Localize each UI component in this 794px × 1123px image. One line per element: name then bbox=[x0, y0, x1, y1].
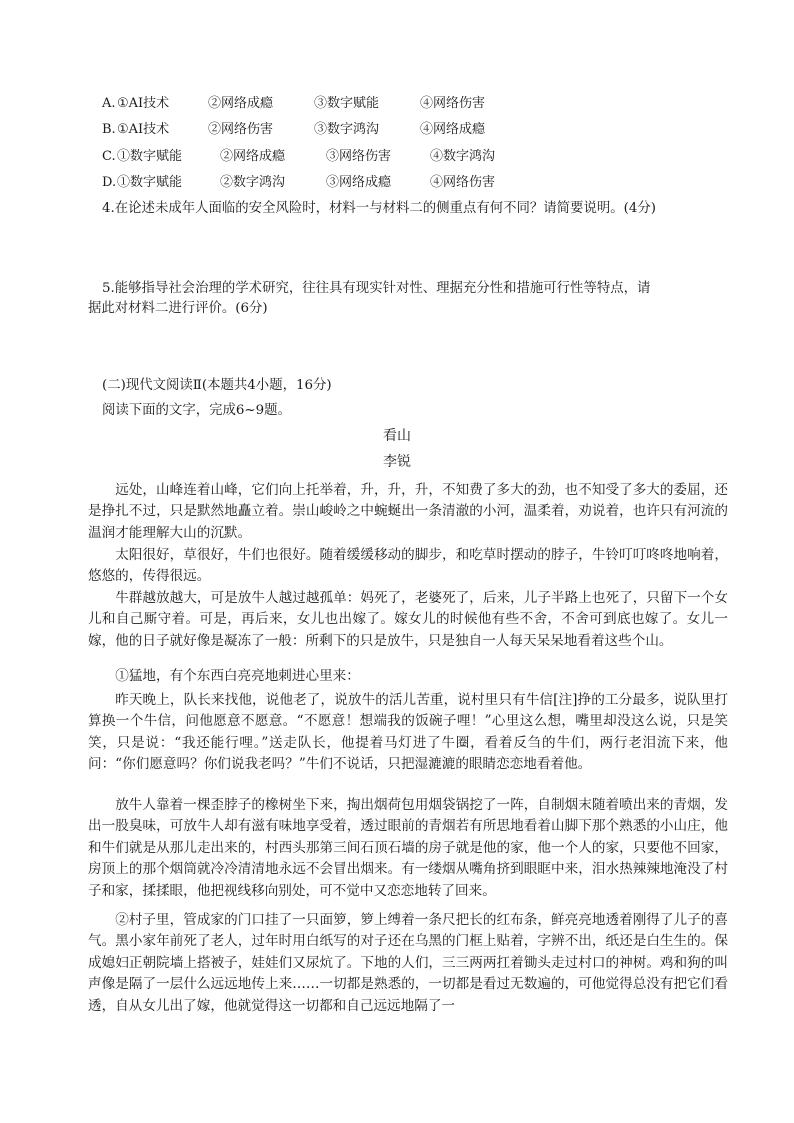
section-title: (二)现代文阅读Ⅱ(本题共4小题，16分) bbox=[102, 378, 332, 393]
option-c-item-2: ②网络成瘾 bbox=[220, 149, 286, 164]
article-title: 看山 bbox=[383, 428, 411, 444]
reading-instruction: 阅读下面的文字，完成6~9题。 bbox=[102, 403, 291, 418]
option-d-item-2: ②数字鸿沟 bbox=[220, 175, 286, 190]
article-author: 李锐 bbox=[383, 454, 411, 470]
option-b-letter: B. bbox=[102, 122, 116, 137]
question-5-line-2: 据此对材料二进行评价。(6分) bbox=[88, 301, 268, 316]
option-a-item-4: ④网络伤害 bbox=[420, 96, 486, 111]
option-a-item-3: ③数字赋能 bbox=[314, 96, 380, 111]
option-c-letter: C. bbox=[102, 149, 116, 164]
option-c-item-3: ③网络伤害 bbox=[326, 149, 392, 164]
option-b-item-2: ②网络伤害 bbox=[208, 122, 274, 137]
option-d-letter: D. bbox=[102, 175, 117, 190]
question-5-line-1: 5.能够指导社会治理的学术研究，往往具有现实针对性、理据充分性和措施可行性等特点，请 bbox=[102, 281, 651, 296]
option-d-item-4: ④网络伤害 bbox=[430, 175, 496, 190]
option-a-letter: A. bbox=[102, 96, 116, 111]
option-a-item-1: ①AI技术 bbox=[117, 96, 170, 111]
option-b-item-3: ③数字鸿沟 bbox=[314, 122, 380, 137]
article-paragraph-1: 远处，山峰连着山峰，它们向上托举着，升，升，升，不知费了多大的劲，也不知受了多大的委屈，还是挣扎不过，只是默然地矗立着。崇山峻岭之中蜿蜒出一条清澈的小河，温柔着，劝说着，也许只有河流的温润才能理解大山的沉默。 bbox=[88, 482, 728, 541]
article-paragraph-6: 放牛人靠着一棵歪脖子的橡树坐下来，掏出烟荷包用烟袋锅挖了一阵，自制烟末随着喷出来的青烟，发出一股臭味，可放牛人却有滋有味地享受着，透过眼前的青烟若有所思地看着山脚下那个熟悉的小山庄，他和牛们就是从那儿走出来的，村西头那第三间石顶石墙的房子就是他的家，他一个人的家，只要他不回家，房顶上的那个烟筒就冷冷清清地永远不会冒出烟来。有一缕烟从嘴角挤到眼眶中来，泪水热辣辣地淹没了村子和家，揉揉眼，他把视线移向别处，可不觉中又恋恋地转了回来。 bbox=[88, 797, 728, 899]
article-paragraph-2: 太阳很好，草很好，牛们也很好。随着缓缓移动的脚步，和吃草时摆动的脖子，牛铃叮叮咚咚地响着，悠悠的，传得很远。 bbox=[88, 547, 728, 585]
option-d-item-1: ①数字赋能 bbox=[117, 175, 183, 190]
option-d-item-3: ③网络成瘾 bbox=[326, 175, 392, 190]
article-paragraph-7: ②村子里，管成家的门口挂了一只面箩，箩上缚着一条尺把长的红布条，鲜亮亮地透着刚得了儿子的喜气。黑小家年前死了老人，过年时用白纸写的对子还在乌黑的门框上贴着，字辨不出，纸还是白生生的。保成媳妇正朝院墙上搭被子，娃娃们又尿炕了。下地的人们，三三两两扛着锄头走过村口的神树。鸡和狗的叫声像是隔了一层什么远远地传上来……一切都是熟悉的，一切都是看过无数遍的，可他觉得总没有把它们看透，自从女儿出了嫁，他就觉得这一切都和自己远远地隔了一 bbox=[88, 912, 728, 1014]
question-4: 4.在论述未成年人面临的安全风险时，材料一与材料二的侧重点有何不同？请简要说明。(4分) bbox=[102, 201, 656, 216]
article-paragraph-4: ①猛地，有个东西白亮亮地刺进心里来： bbox=[115, 668, 360, 684]
option-c-item-1: ①数字赋能 bbox=[117, 149, 183, 164]
option-c-item-4: ④数字鸿沟 bbox=[430, 149, 496, 164]
article-paragraph-3: 牛群越放越大，可是放牛人越过越孤单：妈死了，老婆死了，后来，儿子半路上也死了，只留下一个女儿和自己厮守着。可是，再后来，女儿也出嫁了。嫁女儿的时候他有些不舍，不舍可到底也嫁了。女儿一嫁，他的日子就好像是凝冻了一般：所剩下的只是放牛，只是独自一人每天呆呆地看着这些个山。 bbox=[88, 590, 728, 649]
option-a-item-2: ②网络成瘾 bbox=[208, 96, 274, 111]
article-paragraph-5: 昨天晚上，队长来找他，说他老了，说放牛的活儿苦重，说村里只有牛信[注]挣的工分最多，说队里打算换一个牛信，问他愿意不愿意。“不愿意！想端我的饭碗子哩！”心里这么想，嘴里却没这么说，只是笑笑，只是说：“我还能行哩。”送走队长，他提着马灯进了牛圈，看着反刍的牛们，两行老泪流下来，他问：“你们愿意吗？你们说我老吗？”牛们不说话，只把湿漉漉的眼睛恋恋地看着他。 bbox=[88, 692, 728, 773]
option-b-item-1: ①AI技术 bbox=[117, 122, 170, 137]
option-b-item-4: ④网络成瘾 bbox=[420, 122, 486, 137]
